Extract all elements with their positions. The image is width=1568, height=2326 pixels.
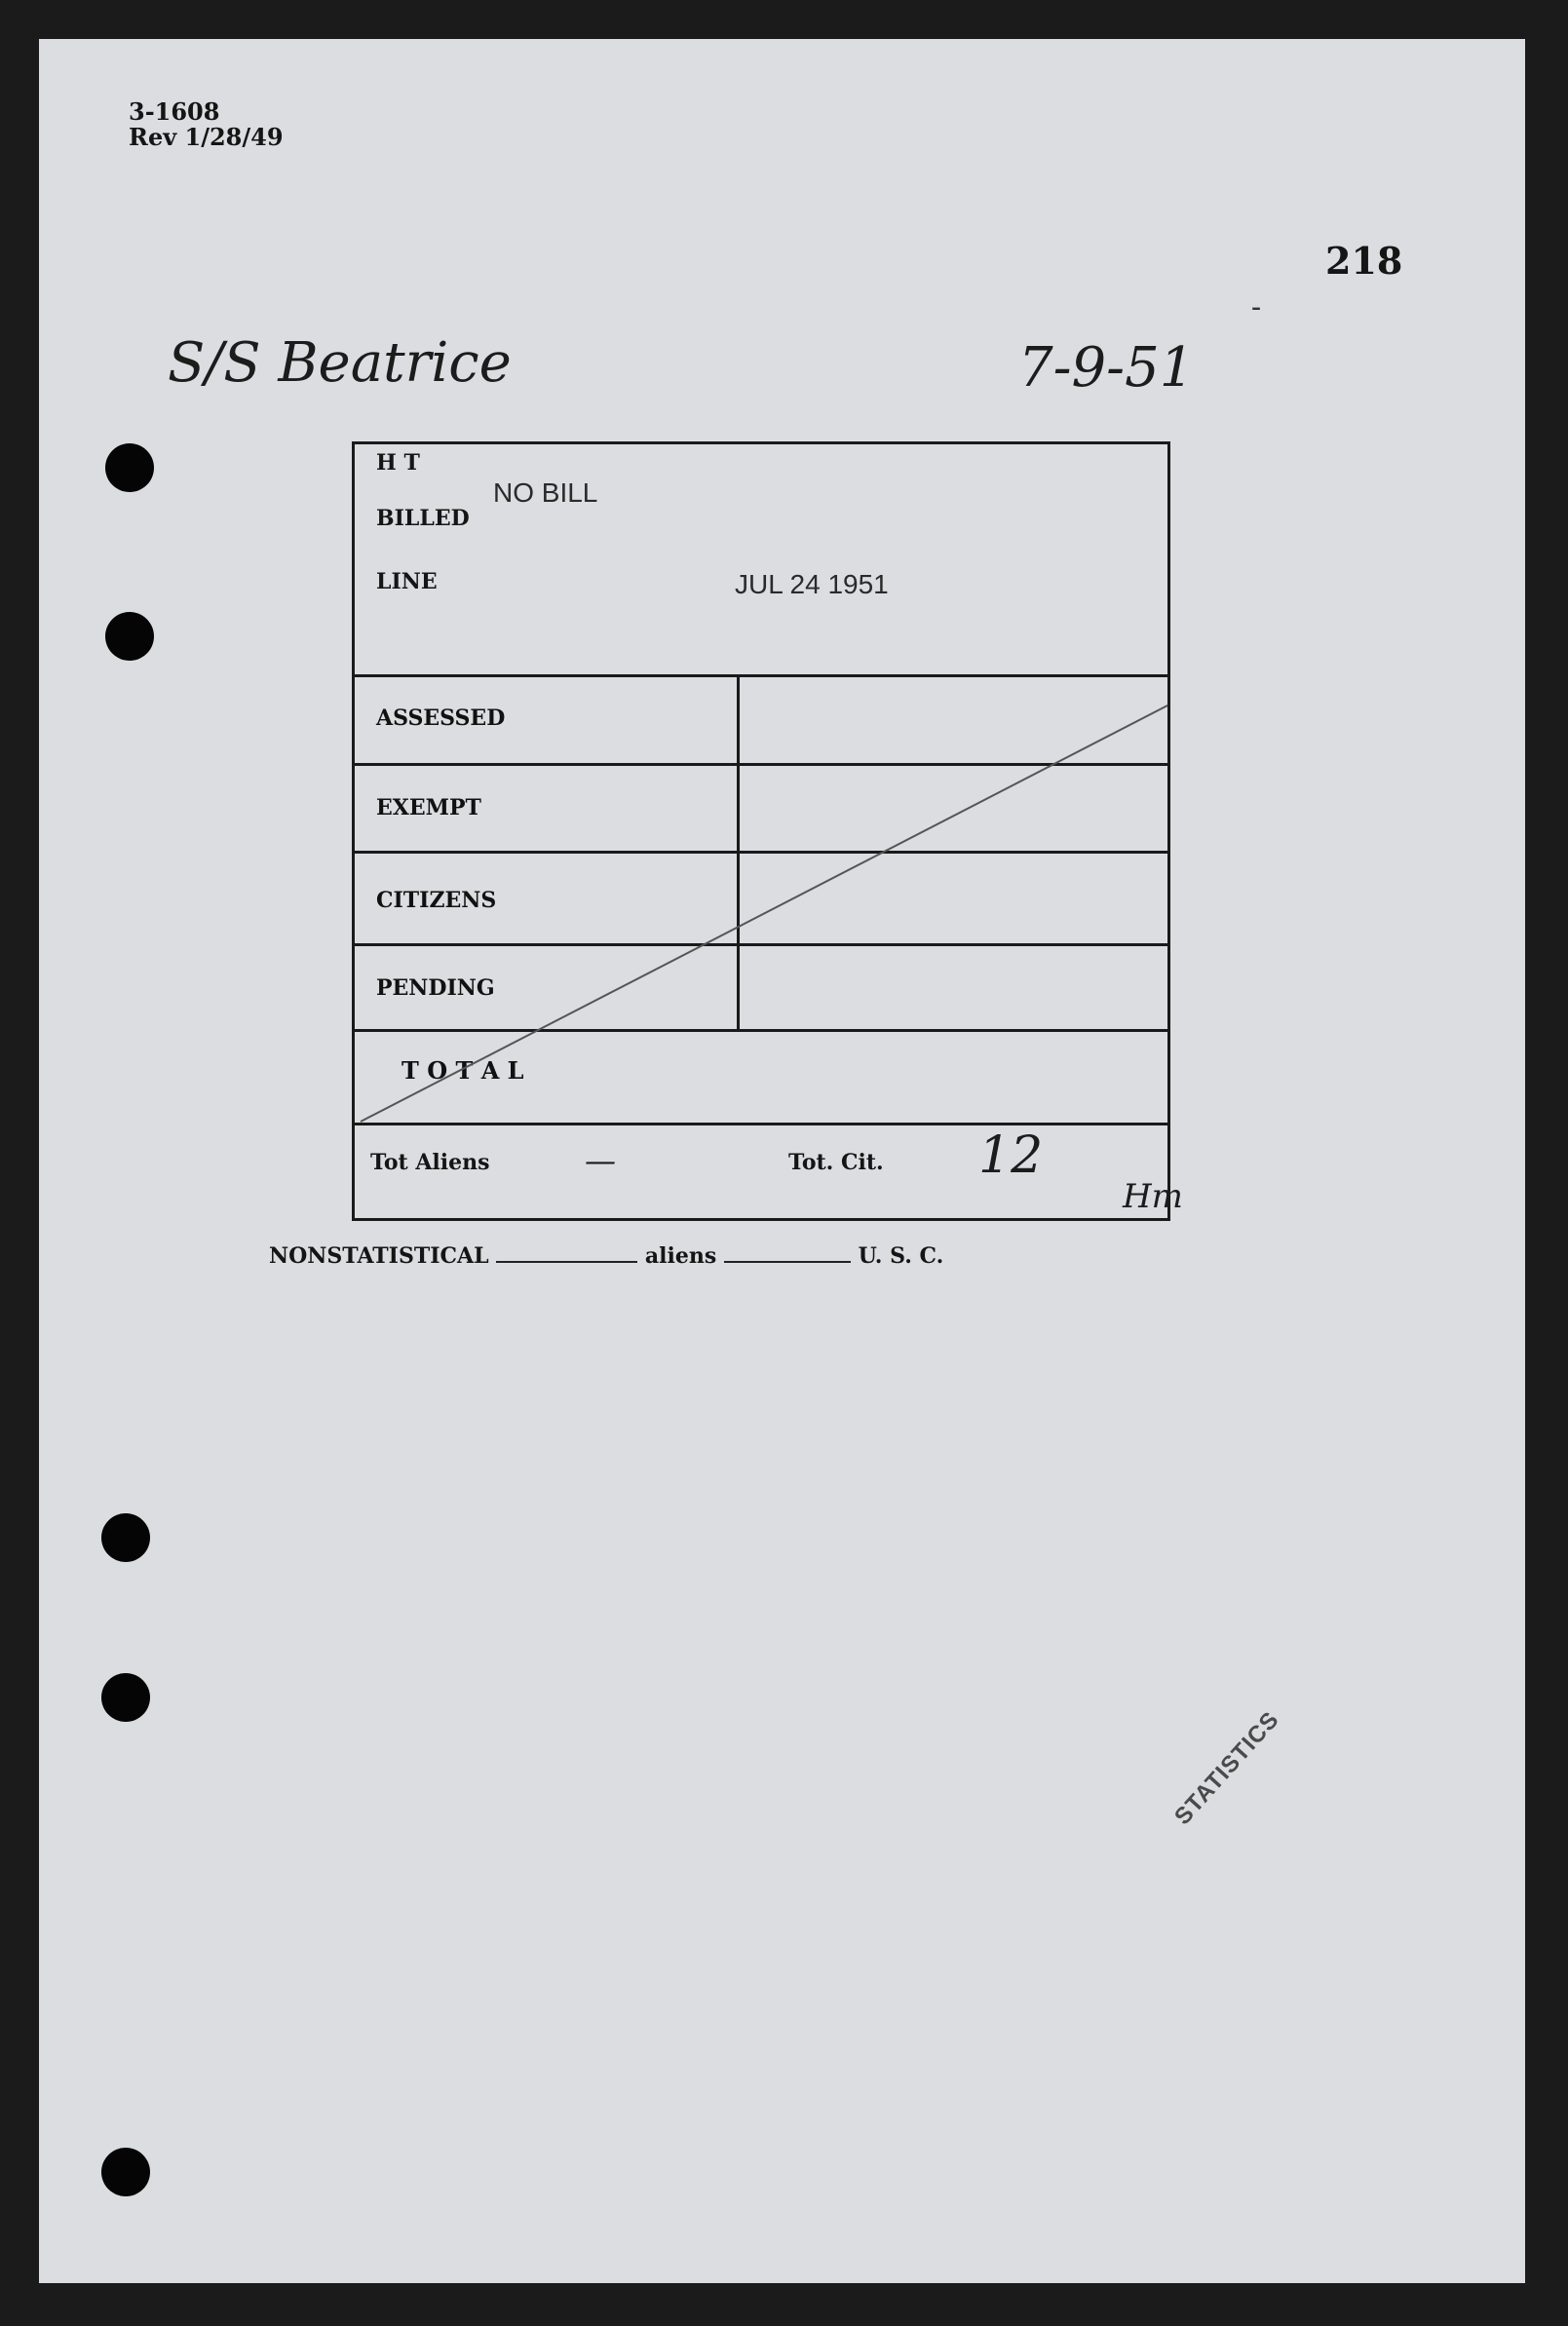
aliens-label: aliens	[644, 1243, 717, 1269]
diagonal-cancel-line	[355, 444, 1167, 1218]
statistics-stamp: STATISTICS	[1169, 1706, 1285, 1831]
punch-hole	[101, 1513, 150, 1562]
tot-cit-label: Tot. Cit.	[788, 1150, 884, 1175]
page-number: 218	[1325, 239, 1403, 283]
form-revision: Rev 1/28/49	[129, 123, 284, 151]
exempt-label: EXEMPT	[376, 795, 481, 820]
citizens-label: CITIZENS	[376, 888, 497, 913]
nonstatistical-label: NONSTATISTICAL	[269, 1243, 489, 1269]
usc-label: U. S. C.	[858, 1243, 944, 1269]
nonstatistical-line	[269, 1243, 943, 1269]
initials: Hm	[1123, 1177, 1183, 1216]
no-bill-stamp: NO BILL	[493, 477, 598, 508]
form-id-block	[129, 99, 284, 150]
page-dash: -	[1247, 290, 1266, 324]
form-number: 3-1608	[129, 97, 220, 126]
received-date-stamp: JUL 24 1951	[735, 569, 889, 599]
document-page	[39, 39, 1525, 2283]
total-label: T O T A L	[402, 1056, 524, 1085]
vessel-name: S/S Beatrice	[168, 331, 512, 395]
nonstatistical-blank	[496, 1261, 637, 1263]
punch-hole	[101, 1673, 150, 1722]
punch-hole	[105, 612, 154, 661]
tot-aliens-mark: —	[585, 1142, 616, 1179]
pending-label: PENDING	[376, 975, 495, 1001]
punch-hole	[101, 2148, 150, 2196]
ht-label: H T	[376, 450, 420, 476]
tot-aliens-label: Tot Aliens	[370, 1150, 490, 1175]
line-label: LINE	[376, 569, 438, 594]
usc-blank	[724, 1261, 851, 1263]
assessed-label: ASSESSED	[376, 705, 506, 731]
tot-cit-value: 12	[978, 1126, 1044, 1185]
manifest-summary-box	[352, 441, 1170, 1221]
billed-label: BILLED	[376, 506, 470, 531]
punch-hole	[105, 443, 154, 492]
handwritten-date: 7-9-51	[1018, 336, 1195, 400]
